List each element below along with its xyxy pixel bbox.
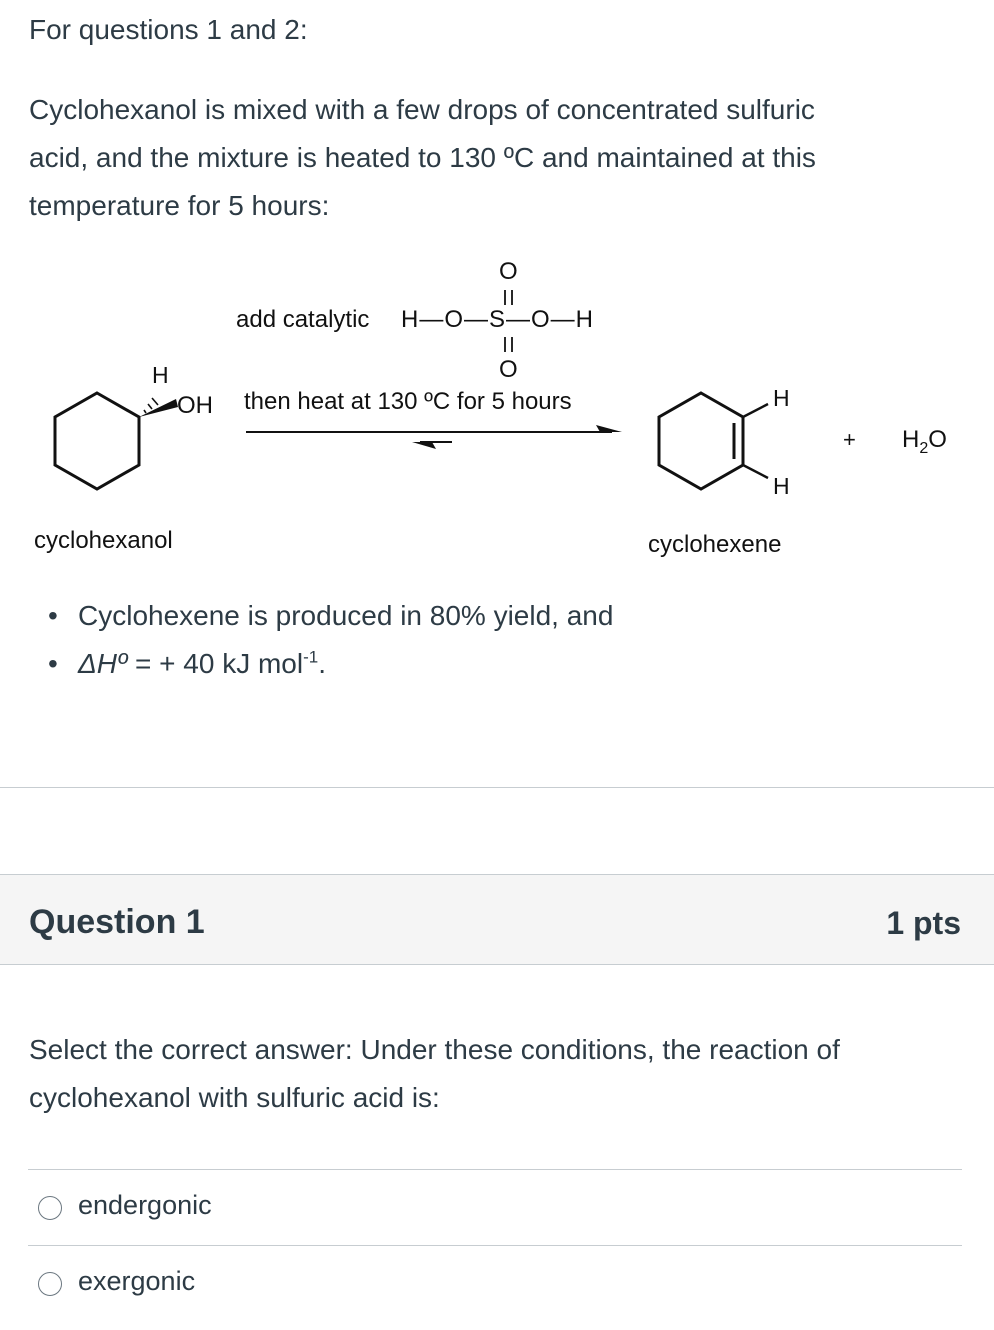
paragraph-line-1: Cyclohexanol is mixed with a few drops of concentrated sulfuric	[29, 94, 815, 125]
question-points: 1 pts	[886, 905, 961, 941]
section-divider	[0, 787, 994, 788]
answer-options	[28, 1169, 962, 1321]
reaction-condition: then heat at 130 ºC for 5 hours	[244, 388, 572, 415]
cyclohexanol-ring	[55, 393, 139, 489]
sulfonyl-oxygen-top: O	[499, 258, 518, 285]
vinyl-bond-bottom	[743, 465, 768, 478]
list-item	[48, 592, 613, 640]
paragraph-line-2: acid, and the mixture is heated to 130 ºC and maintained at this	[29, 142, 816, 173]
cyclohexene-label: cyclohexene	[648, 531, 782, 558]
hash-bond-h-1	[144, 410, 146, 413]
water-subscript: 2	[919, 440, 929, 457]
reaction-scheme	[0, 240, 994, 570]
question-header	[0, 874, 994, 965]
cyclohexene-ring	[659, 393, 743, 489]
enthalpy-fact	[78, 648, 326, 679]
radio-button[interactable]	[38, 1272, 62, 1296]
question-line-2: cyclohexanol with sulfuric acid is:	[29, 1082, 440, 1113]
vinyl-bond-top	[743, 404, 768, 417]
water-h: H	[902, 426, 920, 453]
plus-sign: +	[843, 427, 856, 452]
enthalpy-exponent: -1	[303, 647, 319, 667]
problem-paragraph	[29, 86, 959, 230]
question-title: Question 1	[29, 903, 205, 941]
radio-button[interactable]	[38, 1196, 62, 1220]
forward-arrowhead	[596, 425, 622, 432]
product-h-bottom: H	[773, 473, 790, 499]
water-o: O	[928, 426, 947, 453]
wedge-bond-oh	[139, 399, 178, 417]
paragraph-line-3: temperature for 5 hours:	[29, 190, 330, 221]
cyclohexanol-label: cyclohexanol	[34, 527, 173, 554]
sulfuric-acid-formula: H—O—S—O—H	[401, 306, 595, 333]
bullet-dot: •	[48, 648, 58, 679]
hash-bond-h-2	[148, 404, 152, 409]
intro-text: For questions 1 and 2:	[29, 14, 308, 45]
enthalpy-value: = + 40 kJ mol	[127, 648, 304, 679]
yield-fact: Cyclohexene is produced in 80% yield, and	[78, 600, 614, 631]
answer-label[interactable]: exergonic	[78, 1266, 196, 1296]
question-text	[29, 1026, 964, 1122]
enthalpy-period: .	[318, 648, 327, 679]
water-formula	[902, 426, 947, 457]
hash-bond-h-3	[152, 398, 158, 405]
reactant-oh-label: OH	[177, 392, 213, 419]
reactant-h-label: H	[152, 362, 169, 388]
list-item	[48, 640, 613, 688]
bullet-dot: •	[48, 600, 58, 631]
sulfonyl-oxygen-bottom: O	[499, 356, 518, 383]
answer-label[interactable]: endergonic	[78, 1190, 212, 1220]
reverse-arrowhead	[412, 442, 436, 449]
question-line-1: Select the correct answer: Under these conditions, the reaction of	[29, 1034, 840, 1065]
answer-option-exergonic[interactable]	[28, 1245, 962, 1321]
fact-list	[48, 592, 613, 688]
delta-h-symbol: ΔHº	[78, 648, 128, 679]
reagent-prefix: add catalytic	[236, 306, 370, 333]
answer-option-endergonic[interactable]	[28, 1169, 962, 1245]
product-h-top: H	[773, 385, 790, 411]
